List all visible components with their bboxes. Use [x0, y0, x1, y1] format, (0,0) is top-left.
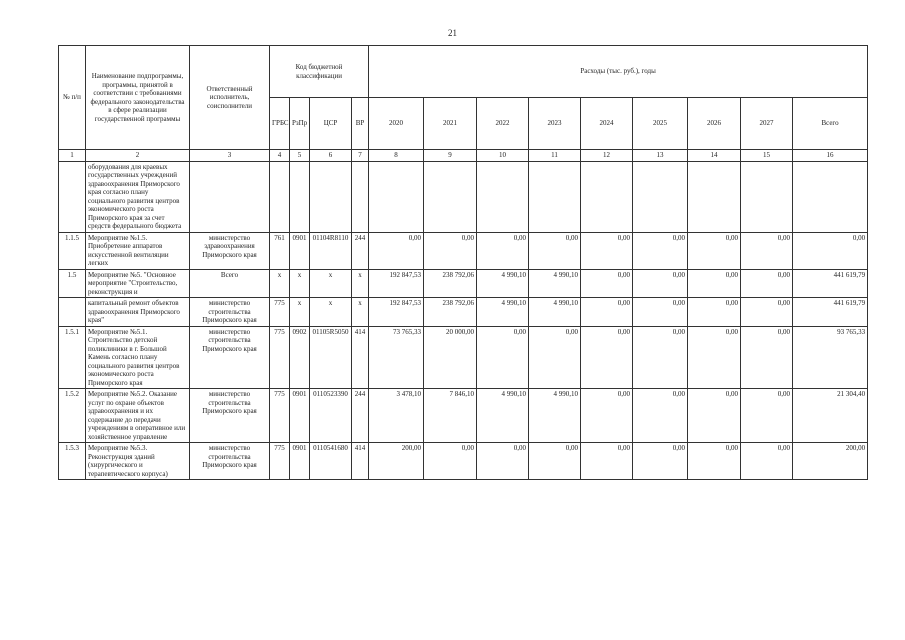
header-total: Всего: [793, 98, 868, 150]
column-number: 1: [59, 150, 86, 162]
row-csr: 01105R5050: [310, 326, 352, 389]
table-row: [59, 443, 868, 480]
column-number: 6: [310, 150, 352, 162]
row-value: 0,00: [477, 326, 529, 389]
column-number: 8: [369, 150, 424, 162]
row-value: 73 765,33: [369, 326, 424, 389]
row-value: 0,00: [633, 298, 688, 327]
row-total: 0,00: [793, 232, 868, 269]
row-name: Мероприятие №5.2. Оказание услуг по охране объектов здравоохранения и их содержание до передачи учреждениям в оперативное или хозяйственное управление: [86, 389, 190, 443]
row-executor: министерство строительства Приморского края: [190, 326, 270, 389]
table-row: [59, 326, 868, 389]
row-executor: министерство строительства Приморского края: [190, 298, 270, 327]
row-vr: 244: [352, 232, 369, 269]
row-rzpr: 0902: [290, 326, 310, 389]
row-value: 4 990,10: [529, 269, 581, 298]
row-value: 3 478,10: [369, 389, 424, 443]
column-number: 2: [86, 150, 190, 162]
row-vr: x: [352, 298, 369, 327]
row-csr: 0110541680: [310, 443, 352, 480]
column-number: 11: [529, 150, 581, 162]
row-name: Мероприятие №5.1. Строительство детской поликлиники в г. Большой Камень согласно плану социального развития центров экономического роста Приморского края: [86, 326, 190, 389]
row-csr: x: [310, 298, 352, 327]
row-rzpr: x: [290, 298, 310, 327]
row-value: [581, 161, 633, 232]
header-year: 2023: [529, 98, 581, 150]
row-value: 0,00: [424, 443, 477, 480]
row-vr: 414: [352, 326, 369, 389]
row-rzpr: x: [290, 269, 310, 298]
row-name: Мероприятие №5. "Основное мероприятие "Строительство, реконструкция и: [86, 269, 190, 298]
header-code-group: Код бюджетной классификации: [270, 46, 369, 98]
row-grbs: 775: [270, 298, 290, 327]
row-value: 0,00: [633, 326, 688, 389]
header-rzpr: РзПр: [290, 98, 310, 150]
row-value: 0,00: [688, 326, 741, 389]
row-value: [633, 161, 688, 232]
column-number: 13: [633, 150, 688, 162]
table-body: [59, 161, 868, 480]
table-row: [59, 389, 868, 443]
row-value: 0,00: [688, 389, 741, 443]
row-value: [477, 161, 529, 232]
row-value: 4 990,10: [529, 298, 581, 327]
row-num: 1.5.3: [59, 443, 86, 480]
row-value: 0,00: [581, 326, 633, 389]
row-value: [369, 161, 424, 232]
header-grbs: ГРБС: [270, 98, 290, 150]
row-executor: [190, 161, 270, 232]
row-vr: 244: [352, 389, 369, 443]
column-number: 4: [270, 150, 290, 162]
row-value: 4 990,10: [477, 298, 529, 327]
row-value: 7 846,10: [424, 389, 477, 443]
row-total: 441 619,79: [793, 298, 868, 327]
row-value: 4 990,10: [477, 269, 529, 298]
row-name: оборудования для краевых государственных учреждений здравоохранения Приморского края согласно плану социального развития центров экономического роста Приморского края за счет средств федерального бюджета: [86, 161, 190, 232]
row-grbs: [270, 161, 290, 232]
header-num: № п/п: [59, 46, 86, 150]
row-value: [529, 161, 581, 232]
row-num: [59, 161, 86, 232]
row-value: 0,00: [529, 326, 581, 389]
row-csr: x: [310, 269, 352, 298]
header-expenses-group: Расходы (тыс. руб.), годы: [369, 46, 868, 98]
table-row: [59, 298, 868, 327]
header-year: 2021: [424, 98, 477, 150]
header-vr: ВР: [352, 98, 369, 150]
row-value: 0,00: [741, 269, 793, 298]
row-grbs: x: [270, 269, 290, 298]
row-value: 0,00: [741, 443, 793, 480]
row-value: 0,00: [633, 232, 688, 269]
row-total: 93 765,33: [793, 326, 868, 389]
header-year: 2027: [741, 98, 793, 150]
row-name: Мероприятие №1.5. Приобретение аппаратов искусственной вентиляции легких: [86, 232, 190, 269]
row-csr: [310, 161, 352, 232]
row-value: 200,00: [369, 443, 424, 480]
row-value: 0,00: [581, 298, 633, 327]
row-vr: x: [352, 269, 369, 298]
header-csr: ЦСР: [310, 98, 352, 150]
row-value: 0,00: [688, 443, 741, 480]
column-number: 16: [793, 150, 868, 162]
row-num: 1.1.5: [59, 232, 86, 269]
row-rzpr: 0901: [290, 389, 310, 443]
column-number-row: [59, 150, 868, 162]
row-grbs: 761: [270, 232, 290, 269]
row-value: 0,00: [529, 443, 581, 480]
row-value: 0,00: [477, 232, 529, 269]
row-rzpr: 0901: [290, 443, 310, 480]
row-value: 0,00: [369, 232, 424, 269]
row-value: 0,00: [581, 443, 633, 480]
row-value: 238 792,06: [424, 298, 477, 327]
column-number: 5: [290, 150, 310, 162]
row-value: 0,00: [477, 443, 529, 480]
row-name: капитальный ремонт объектов здравоохранения Приморского края": [86, 298, 190, 327]
table-row: [59, 232, 868, 269]
row-value: 4 990,10: [529, 389, 581, 443]
column-number: 12: [581, 150, 633, 162]
row-grbs: 775: [270, 443, 290, 480]
row-value: 0,00: [424, 232, 477, 269]
header-executor: Ответственный исполнитель, соисполнители: [190, 46, 270, 150]
row-value: 0,00: [688, 269, 741, 298]
header-year: 2022: [477, 98, 529, 150]
row-csr: 0110523390: [310, 389, 352, 443]
header-year: 2026: [688, 98, 741, 150]
row-value: 0,00: [633, 443, 688, 480]
row-value: 0,00: [581, 269, 633, 298]
row-executor: министерство здравоохранения Приморского края: [190, 232, 270, 269]
row-executor: Всего: [190, 269, 270, 298]
column-number: 15: [741, 150, 793, 162]
row-value: [688, 161, 741, 232]
header-name: Наименование подпрограммы, программы, принятой в соответствии с требованиями федерального законодательства в сфере реализации государственной программы: [86, 46, 190, 150]
row-value: 0,00: [581, 232, 633, 269]
budget-table: [58, 45, 868, 480]
row-csr: 01104R8110: [310, 232, 352, 269]
row-total: 21 304,40: [793, 389, 868, 443]
row-total: 441 619,79: [793, 269, 868, 298]
row-num: 1.5.1: [59, 326, 86, 389]
row-grbs: 775: [270, 389, 290, 443]
row-value: 4 990,10: [477, 389, 529, 443]
row-num: 1.5: [59, 269, 86, 298]
row-num: [59, 298, 86, 327]
row-grbs: 775: [270, 326, 290, 389]
row-value: [424, 161, 477, 232]
row-name: Мероприятие №5.3. Реконструкция зданий (хирургического и терапевтического корпуса): [86, 443, 190, 480]
column-number: 10: [477, 150, 529, 162]
column-number: 14: [688, 150, 741, 162]
header-year: 2024: [581, 98, 633, 150]
row-value: 0,00: [633, 269, 688, 298]
row-value: 0,00: [688, 298, 741, 327]
row-value: 238 792,06: [424, 269, 477, 298]
column-number: 7: [352, 150, 369, 162]
row-num: 1.5.2: [59, 389, 86, 443]
row-total: [793, 161, 868, 232]
row-value: 0,00: [741, 298, 793, 327]
table-row: [59, 269, 868, 298]
row-executor: министерство строительства Приморского края: [190, 389, 270, 443]
table-row: [59, 161, 868, 232]
row-value: 0,00: [633, 389, 688, 443]
row-value: 0,00: [581, 389, 633, 443]
column-number: 3: [190, 150, 270, 162]
row-vr: [352, 161, 369, 232]
row-value: 192 847,53: [369, 298, 424, 327]
row-value: 0,00: [529, 232, 581, 269]
row-executor: министерство строительства Приморского края: [190, 443, 270, 480]
row-total: 200,00: [793, 443, 868, 480]
column-number: 9: [424, 150, 477, 162]
row-value: 0,00: [741, 389, 793, 443]
header-year: 2025: [633, 98, 688, 150]
row-value: 192 847,53: [369, 269, 424, 298]
row-value: 20 000,00: [424, 326, 477, 389]
row-vr: 414: [352, 443, 369, 480]
row-value: 0,00: [741, 326, 793, 389]
row-rzpr: 0901: [290, 232, 310, 269]
row-value: 0,00: [688, 232, 741, 269]
page-number: 21: [448, 28, 457, 38]
header-year: 2020: [369, 98, 424, 150]
row-value: [741, 161, 793, 232]
table-header: [59, 46, 868, 162]
row-value: 0,00: [741, 232, 793, 269]
row-rzpr: [290, 161, 310, 232]
